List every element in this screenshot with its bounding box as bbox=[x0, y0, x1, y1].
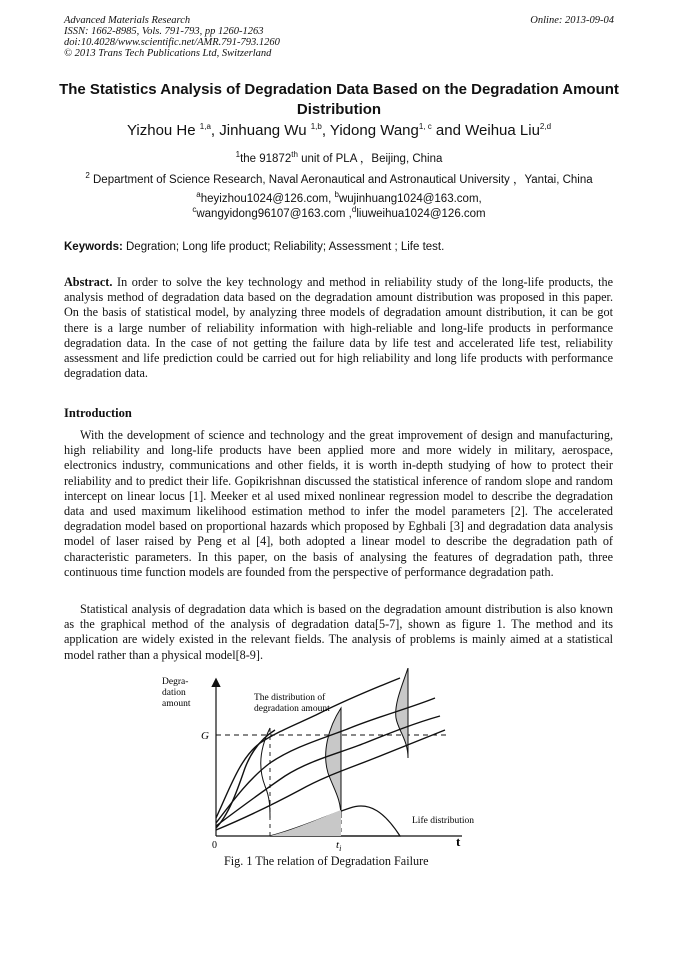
affil-sup: 2 bbox=[85, 171, 90, 181]
origin-label: 0 bbox=[212, 840, 217, 851]
keywords-label: Keywords: bbox=[64, 241, 123, 253]
y-label-3: amount bbox=[162, 699, 191, 709]
email-sup: a bbox=[196, 190, 201, 200]
author-separator: , bbox=[321, 122, 330, 139]
author-name: Yidong Wang bbox=[329, 122, 419, 139]
affil-th: th bbox=[291, 150, 298, 160]
email-sup: d bbox=[351, 205, 357, 215]
life-distribution-label: Life distribution bbox=[412, 816, 475, 826]
abstract-label: Abstract. bbox=[64, 275, 113, 289]
paper-title: The Statistics Analysis of Degradation Data Based on the Degradation Amount Distribution bbox=[59, 81, 619, 118]
author-sup: 1,b bbox=[310, 122, 322, 131]
email-block bbox=[30, 192, 648, 222]
affil-sup: 1 bbox=[235, 150, 241, 160]
life-distribution-area bbox=[270, 810, 341, 836]
degradation-figure bbox=[150, 668, 500, 868]
y-label-1: Degra- bbox=[162, 677, 189, 687]
degradation-distribution-right bbox=[396, 668, 408, 758]
doi-line: doi:10.4028/www.scientific.net/AMR.791-793.1260 bbox=[64, 37, 280, 48]
author-line bbox=[40, 122, 638, 139]
email-d[interactable]: liuweihua1024@126.com bbox=[356, 208, 486, 220]
author-sup: 1,a bbox=[199, 122, 211, 131]
affil-text: Department of Science Research, Naval Aeronautical and Astronautical University ，Yantai, China bbox=[89, 174, 593, 186]
journal-header bbox=[64, 15, 280, 59]
email-b[interactable]: wujinhuang1024@163.com, bbox=[338, 193, 482, 205]
keywords-line bbox=[64, 241, 444, 253]
figure-caption: Fig. 1 The relation of Degradation Failure bbox=[224, 854, 429, 868]
author-sup: 1, c bbox=[418, 122, 432, 131]
author-name: Weihua Liu bbox=[465, 122, 540, 139]
email-sup: c bbox=[192, 205, 197, 215]
degradation-path bbox=[216, 730, 275, 828]
figure-1 bbox=[150, 668, 500, 873]
issn-line: ISSN: 1662-8985, Vols. 791-793, pp 1260-1263 bbox=[64, 26, 264, 37]
degradation-distribution-ti bbox=[326, 708, 341, 818]
ti-t: t bbox=[336, 839, 340, 851]
intro-paragraph-2: Statistical analysis of degradation data which is based on the degradation amount distribution is also known as the graphical method of the analysis of degradation data[5-7], shown as figure 1. The method and its application are widely existed in the relevant fields. The analysis of problems is mainly aimed at a statistical model rather than a physical model[8-9]. bbox=[64, 602, 613, 662]
abstract bbox=[64, 275, 613, 381]
author-separator: , bbox=[210, 122, 220, 139]
ti-subscript: i bbox=[339, 844, 342, 853]
ti-label bbox=[336, 839, 341, 853]
email-a[interactable]: heyizhou1024@126.com, bbox=[200, 193, 335, 205]
author-and: and bbox=[431, 122, 466, 139]
affiliation-1 bbox=[30, 150, 648, 166]
email-sup: b bbox=[334, 190, 339, 200]
distribution-label-1: The distribution of bbox=[254, 693, 326, 703]
intro-paragraph-1: With the development of science and technology and the great improvement of design and manufacturing, high reliability and long-life products have been applied more and more widely in military, aerospace, electronics industry, communications and other fields, it is worth in-depth studying of how to protect their reliability and to predict their life. Gopikrishnan discussed the statistical inference of random slope and random intercept on linear locus [1]. Meeker et al used mixed nonlinear regression model to describe the degradation data and used maximum likelihood estimation method to infer the model parameters [2]. The accelerated degradation model based on proportional hazards which proposed by Eghbali [3] and degradation data analysis model of laser raised by Peng et al [4], both adopted a linear model to describe the degradation path of characteristic parameters. In this paper, on the basis of analysing the features of degradation path, three continuous time function models are founded from the perspective of performance degradation path. bbox=[64, 428, 613, 579]
keywords-text: Degration; Long life product; Reliability; Assessment ; Life test. bbox=[122, 241, 445, 253]
author-name: Yizhou He bbox=[126, 122, 200, 139]
author-name: Jinhuang Wu bbox=[219, 122, 311, 139]
email-c[interactable]: wangyidong96107@163.com , bbox=[196, 208, 352, 220]
intro-heading: Introduction bbox=[64, 406, 132, 420]
t-axis-label: t bbox=[456, 834, 461, 849]
affil-text: unit of PLA ，Beijing, China bbox=[297, 153, 443, 165]
y-label-2: dation bbox=[162, 688, 186, 698]
copyright-line: © 2013 Trans Tech Publications Ltd, Switzerland bbox=[64, 48, 272, 59]
online-date: Online: 2013-09-04 bbox=[530, 15, 614, 26]
distribution-label-2: degradation amount bbox=[254, 704, 330, 714]
journal-name: Advanced Materials Research bbox=[64, 15, 191, 26]
affil-text: the 91872 bbox=[240, 153, 292, 165]
affiliation-2 bbox=[30, 171, 648, 187]
author-sup: 2,d bbox=[539, 122, 552, 131]
abstract-text: In order to solve the key technology and method in reliability study of the long-life products, the analysis method of degradation data based on the degradation amount distribution was proposed in this paper. On the basis of statistical model, by analyzing three models of degradation amount distribution, it can be got there is a large number of reliability information with high-reliable and long-life products in performance degradation data. In the case of not getting the failure data by life test and accelerated life test, reliability assessment and life prediction could be carried out for high reliability and long life products with performance degradation data. bbox=[64, 275, 613, 381]
g-label: G bbox=[201, 730, 209, 742]
